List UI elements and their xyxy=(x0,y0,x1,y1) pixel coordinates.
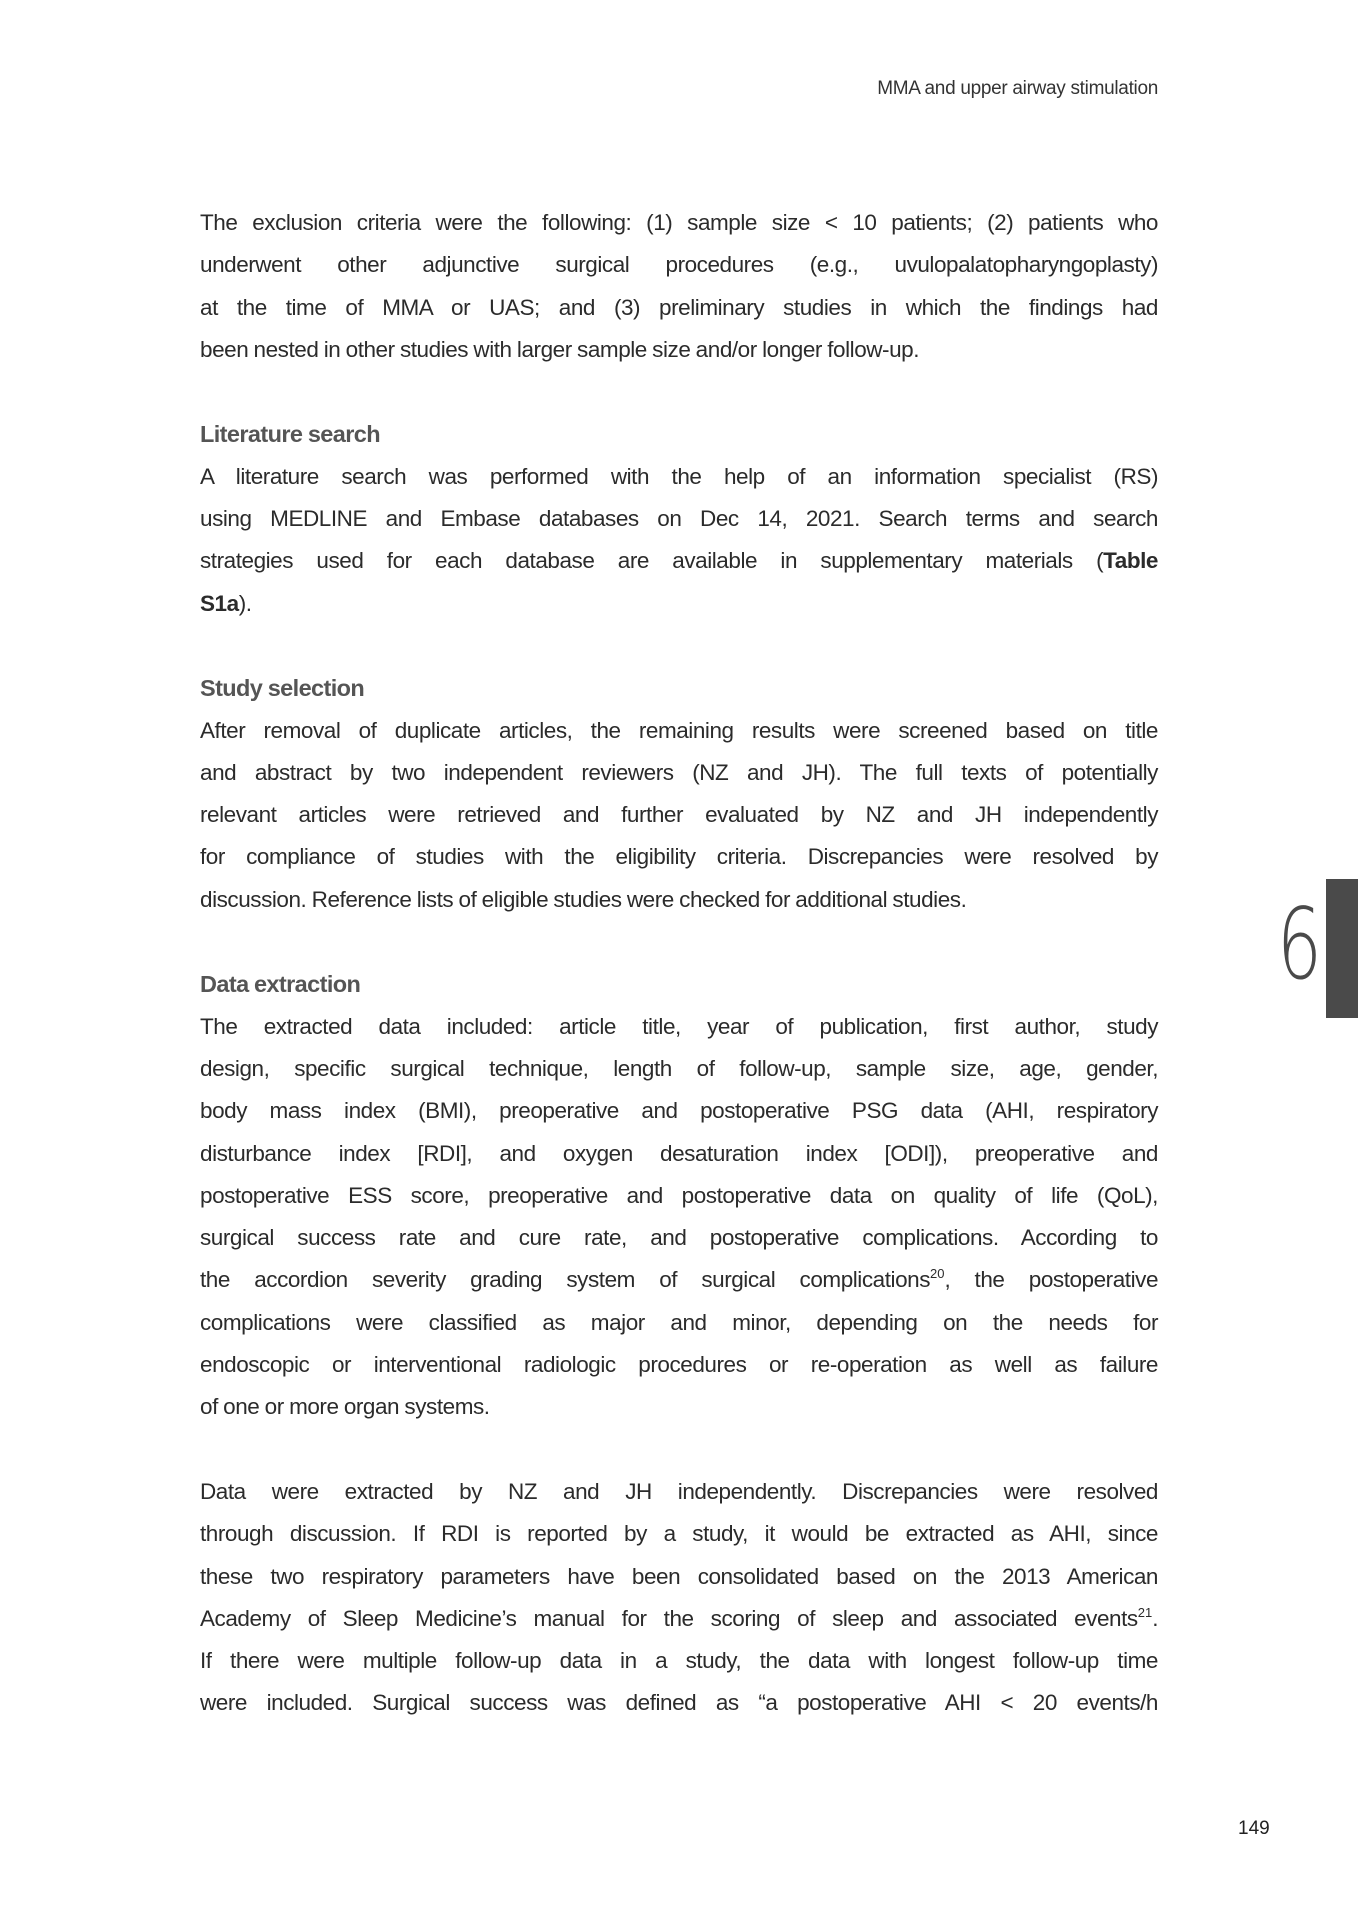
text-line: After removal of duplicate articles, the remaining results were screened based on title xyxy=(200,717,1158,743)
page-number: 149 xyxy=(1238,1818,1270,1839)
text-line: design, specific surgical technique, length of follow-up, sample size, age, gender, xyxy=(200,1055,1158,1081)
citation-superscript: 21 xyxy=(1137,1604,1153,1620)
text-line: using MEDLINE and Embase databases on Dec 14, 2021. Search terms and search xyxy=(200,506,1158,532)
text-line: postoperative ESS score, preoperative and postoperative data on quality of life (QoL), xyxy=(200,1182,1158,1208)
text-line: Data were extracted by NZ and JH independently. Discrepancies were resolved xyxy=(200,1478,1158,1504)
text-line: endoscopic or interventional radiologic procedures or re-operation as well as failure xyxy=(200,1352,1158,1378)
section-heading-study-selection: Study selection xyxy=(200,675,365,702)
citation-superscript: 20 xyxy=(930,1266,945,1282)
text-line: surgical success rate and cure rate, and postoperative complications. According to xyxy=(200,1225,1158,1251)
paragraph-data-extraction xyxy=(200,1006,1158,1429)
chapter-thumb-tab xyxy=(1326,879,1358,1018)
text-line xyxy=(200,583,1158,625)
text-line: If there were multiple follow-up data in a study, the data with longest follow-up time xyxy=(200,1648,1158,1674)
paragraph-spacer xyxy=(200,921,1158,963)
text-line: for compliance of studies with the eligibility criteria. Discrepancies were resolved by xyxy=(200,844,1158,870)
table-reference-link: Table xyxy=(1103,548,1158,574)
text-line: complications were classified as major and minor, depending on the needs for xyxy=(200,1309,1158,1335)
section-heading-literature-search: Literature search xyxy=(200,421,380,448)
text-segment: the accordion severity grading system of surgical complications xyxy=(200,1267,931,1293)
text-line: underwent other adjunctive surgical procedures (e.g., uvulopalatopharyngoplasty) xyxy=(200,252,1158,278)
text-line: these two respiratory parameters have been consolidated based on the 2013 American xyxy=(200,1563,1158,1589)
section-heading-data-extraction: Data extraction xyxy=(200,971,361,998)
paragraph-data-extraction-2 xyxy=(200,1471,1158,1725)
text-segment: , the postoperative xyxy=(944,1267,1159,1293)
text-line: at the time of MMA or UAS; and (3) preliminary studies in which the findings had xyxy=(200,294,1158,320)
text-line: disturbance index [RDI], and oxygen desaturation index [ODI]), preoperative and xyxy=(200,1140,1158,1166)
text-line: been nested in other studies with larger sample size and/or longer follow-up. xyxy=(200,336,920,362)
text-line: relevant articles were retrieved and further evaluated by NZ and JH independently xyxy=(200,802,1158,828)
text-line: and abstract by two independent reviewers (NZ and JH). The full texts of potentially xyxy=(200,759,1158,785)
text-line: body mass index (BMI), preoperative and postoperative PSG data (AHI, respiratory xyxy=(200,1098,1158,1124)
paragraph-study-selection xyxy=(200,710,1158,921)
text-segment: . xyxy=(1152,1605,1158,1631)
body-text-column xyxy=(200,202,1158,1725)
text-line xyxy=(200,540,1158,582)
text-line: were included. Surgical success was defined as “a postoperative AHI < 20 events/h xyxy=(200,1690,1158,1716)
text-line: of one or more organ systems. xyxy=(200,1394,490,1420)
text-line xyxy=(200,1598,1158,1640)
text-line xyxy=(200,1259,1158,1301)
text-line: The extracted data included: article title, year of publication, first author, study xyxy=(200,1013,1158,1039)
text-segment: Academy of Sleep Medicine’s manual for the scoring of sleep and associated events xyxy=(200,1605,1138,1631)
text-line: A literature search was performed with the help of an information specialist (RS) xyxy=(200,463,1158,489)
text-segment: strategies used for each database are available in supplementary materials ( xyxy=(200,548,1104,574)
paragraph-literature-search xyxy=(200,456,1158,625)
text-line: discussion. Reference lists of eligible studies were checked for additional studies. xyxy=(200,886,967,912)
text-line: The exclusion criteria were the following: (1) sample size < 10 patients; (2) patients who xyxy=(200,210,1158,235)
paragraph-exclusion-criteria xyxy=(200,202,1158,371)
chapter-number: 6 xyxy=(1277,888,1322,1002)
paragraph-spacer xyxy=(200,371,1158,413)
text-line: through discussion. If RDI is reported by a study, it would be extracted as AHI, since xyxy=(200,1521,1158,1547)
table-reference-link: S1a xyxy=(200,590,239,616)
paragraph-spacer xyxy=(200,625,1158,667)
paragraph-spacer xyxy=(200,1429,1158,1471)
text-segment: ). xyxy=(238,590,252,616)
running-header: MMA and upper airway stimulation xyxy=(877,78,1158,99)
